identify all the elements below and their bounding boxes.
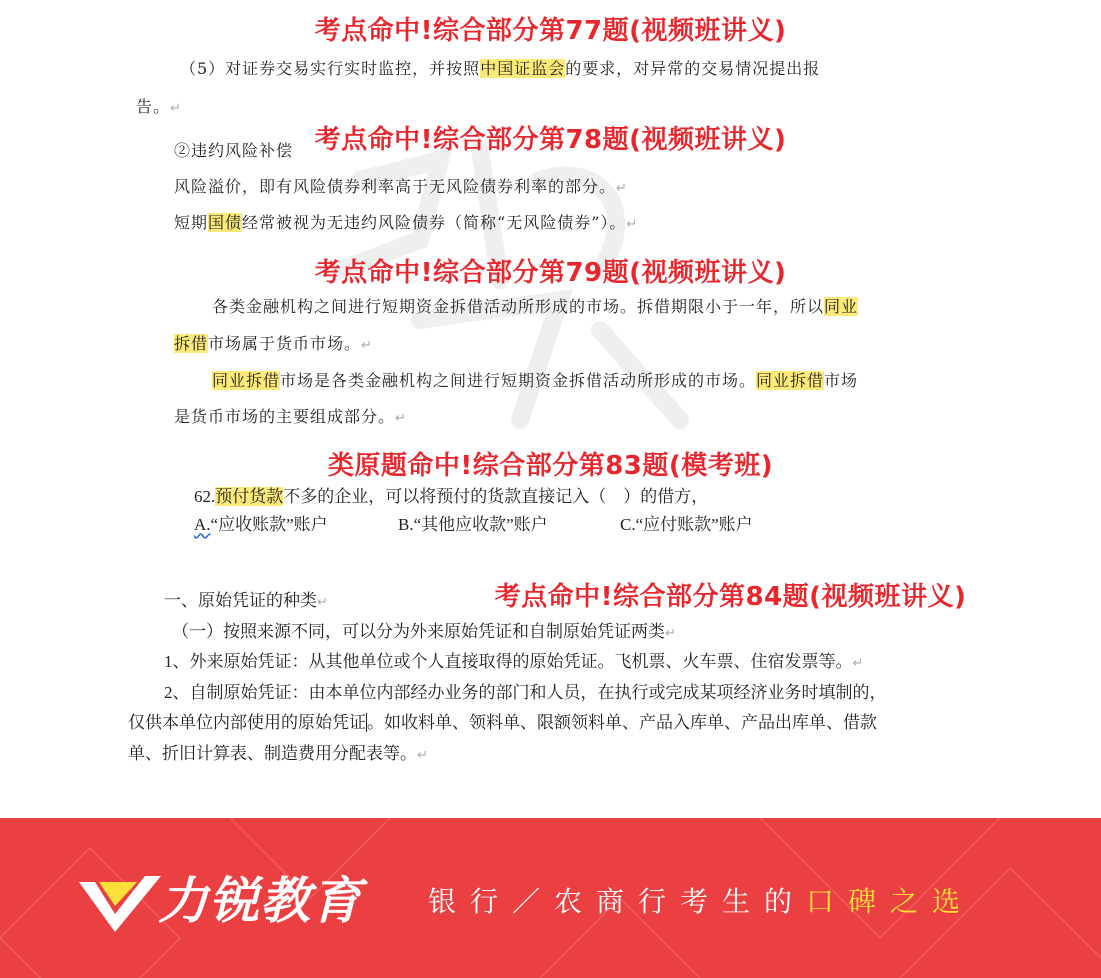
- highlight-prepayment: 预付货款: [215, 487, 284, 506]
- s84-line3: 2、自制原始凭证：由本单位内部经办业务的部门和人员，在执行或完成某项经济业务时填制的，: [164, 683, 887, 702]
- heading-79: 考点命中!综合部分第79题(视频班讲义): [314, 258, 787, 288]
- slogan-yellow: 口碑之选: [806, 885, 975, 918]
- highlight-interbank-1: 同业: [824, 297, 859, 316]
- s79-line1: 各类金融机构之间进行短期资金拆借活动所形成的市场。拆借期限小于一年，所以同业: [212, 297, 859, 316]
- highlight-interbank-4: 同业拆借: [756, 371, 825, 390]
- s78-line1: 风险溢价，即有风险债券利率高于无风险债券利率的部分。↵: [174, 177, 628, 196]
- s84-line1: （一）按照来源不同，可以分为外来原始凭证和自制原始凭证两类↵: [172, 622, 676, 641]
- footer-banner: [0, 818, 1101, 978]
- heading-84: 考点命中!综合部分第84题(视频班讲义): [494, 582, 967, 612]
- s77-line1: （5）对证券交易实行实时监控，并按照中国证监会的要求，对异常的交易情况提出报: [180, 59, 821, 78]
- heading-78: 考点命中!综合部分第78题(视频班讲义): [314, 125, 787, 155]
- s78-title: ②违约风险补偿: [174, 141, 294, 160]
- highlight-csrc: 中国证监会: [480, 59, 566, 78]
- heading-83: 类原题命中!综合部分第83题(模考班): [327, 451, 774, 481]
- highlight-treasury: 国债: [208, 213, 243, 232]
- s84-line4: 仅供本单位内部使用的原始凭证。如收料单、领料单、限额领料单、产品入库单、产品出库单、借款: [128, 713, 877, 732]
- s79-line3: 同业拆借市场是各类金融机构之间进行短期资金拆借活动所形成的市场。同业拆借市场: [212, 371, 859, 390]
- s79-line2: 拆借市场属于货币市场。↵: [174, 334, 373, 353]
- s84-line2: 1、外来原始凭证：从其他单位或个人直接取得的原始凭证。飞机票、火车票、住宿发票等。↵: [164, 652, 864, 671]
- s78-line2: 短期国债经常被视为无违约风险债券（简称“无风险债券”）。↵: [174, 213, 639, 232]
- highlight-interbank-3: 同业拆借: [212, 371, 281, 390]
- slogan-white: 银行／农商行考生的: [428, 885, 807, 918]
- s84-line5: 单、折旧计算表、制造费用分配表等。↵: [128, 744, 428, 763]
- s84-title: 一、原始凭证的种类↵: [164, 591, 328, 610]
- s77-line2: 告。↵: [136, 97, 182, 116]
- brand-name: 力锐教育: [158, 872, 362, 930]
- s83-stem: 62.预付货款不多的企业，可以将预付的货款直接记入（ ）的借方，: [194, 487, 709, 506]
- logo-icon: [75, 870, 165, 940]
- s83-option-b: B.“其他应收款”账户: [398, 515, 548, 534]
- slogan: [428, 882, 974, 922]
- s79-line4: 是货币市场的主要组成部分。↵: [174, 407, 407, 426]
- s83-option-c: C.“应付账款”账户: [620, 515, 753, 534]
- s83-option-a: A.“应收账款”账户: [194, 515, 328, 534]
- highlight-interbank-2: 拆借: [174, 334, 209, 353]
- heading-77: 考点命中!综合部分第77题(视频班讲义): [314, 16, 787, 46]
